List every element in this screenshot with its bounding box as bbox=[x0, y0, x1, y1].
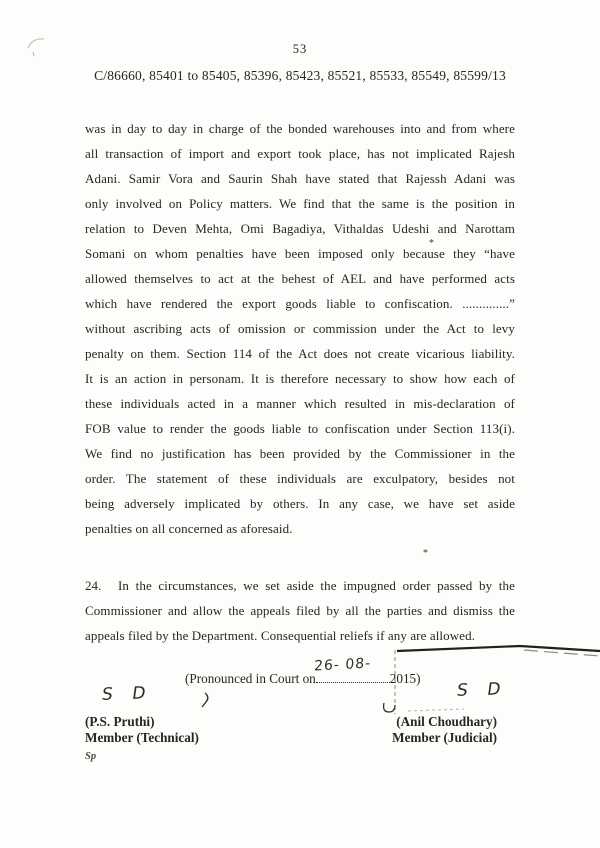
paragraph-line: allowed themselves to act at the behest of AEL and have performed acts bbox=[85, 271, 515, 286]
paragraph-line: We find no justification has been provided by the Commissioner in the bbox=[85, 446, 515, 461]
signatory-title: Member (Technical) bbox=[85, 729, 199, 745]
pronouncement-suffix: 2015) bbox=[389, 671, 421, 686]
paragraph-line: appeals filed by the Department. Consequential reliefs if any are allowed. bbox=[85, 628, 476, 643]
signatory-name: (Anil Choudhary) bbox=[396, 714, 497, 729]
paragraph-line: without ascribing acts of omission or commission under the Act to levy bbox=[85, 321, 515, 336]
faint-dotted-artifact bbox=[408, 709, 464, 711]
paragraph-line: Adani. Samir Vora and Saurin Shah have stated that Rajessh Adani was bbox=[85, 171, 515, 186]
typist-initials: Sp bbox=[85, 751, 97, 762]
paragraph-line: which have rendered the export goods liable to confiscation. ..............” bbox=[85, 296, 515, 311]
handwritten-initial-mark bbox=[384, 703, 395, 712]
body-text bbox=[85, 116, 515, 648]
handwritten-signature-right: S D bbox=[455, 679, 509, 701]
handwritten-comma-mark bbox=[202, 693, 208, 707]
paragraph-line: Somani on whom penalties have been imposed only because they “have bbox=[85, 246, 515, 261]
scan-edge-line-artifact bbox=[524, 650, 600, 656]
paragraph-number: 24. bbox=[85, 578, 102, 593]
signatory-right bbox=[392, 714, 497, 745]
dotted-date-line bbox=[313, 655, 390, 683]
page-number: 53 bbox=[292, 42, 308, 56]
pronouncement-line bbox=[185, 655, 421, 687]
signatory-name: (P.S. Pruthi) bbox=[85, 714, 155, 729]
paragraph-line: only involved on Policy matters. We find that the same is the position in bbox=[85, 196, 515, 211]
paragraph-line: It is an action in personam. It is therefore necessary to show how each of bbox=[85, 371, 515, 386]
paragraph-line: being adversely implicated by others. In any case, we have set aside bbox=[85, 496, 515, 511]
signatory-title: Member (Judicial) bbox=[392, 729, 497, 745]
paragraph-line: penalties on all concerned as aforesaid. bbox=[85, 521, 293, 536]
paragraph-line: Commissioner and allow the appeals filed by all the parties and dismiss the bbox=[85, 603, 515, 618]
case-number-line: C/86660, 85401 to 85405, 85396, 85423, 85521, 85533, 85549, 85599/13 bbox=[94, 68, 506, 83]
asterisk-mark: * bbox=[423, 548, 428, 559]
asterisk-mark: * bbox=[429, 238, 434, 249]
paragraph-line: penalty on them. Section 114 of the Act does not create vicarious liability. bbox=[85, 346, 515, 361]
paragraph-24-first-line bbox=[85, 573, 515, 598]
paragraph-line: these individuals acted in a manner which resulted in mis-declaration of bbox=[85, 396, 515, 411]
paragraph-line: relation to Deven Mehta, Omi Bagadiya, Vithaldas Udeshi and Narottam bbox=[85, 221, 515, 236]
paragraph-line: In the circumstances, we set aside the impugned order passed by the bbox=[118, 578, 515, 593]
paragraph-line: order. The statement of these individuals are exculpatory, besides not bbox=[85, 471, 515, 486]
paragraph-line: FOB value to render the goods liable to confiscation under Section 113(i). bbox=[85, 421, 515, 436]
pronouncement-prefix: (Pronounced in Court on bbox=[185, 671, 316, 686]
paragraph-line: all transaction of import and export took place, has not implicated Rajesh bbox=[85, 146, 515, 161]
signatory-left bbox=[85, 714, 199, 745]
handwritten-signature-left: S D bbox=[100, 683, 154, 705]
handwritten-date: 26- 08- bbox=[313, 655, 372, 675]
paragraph-gap bbox=[85, 541, 515, 573]
paragraph-line: was in day to day in charge of the bonded warehouses into and from where bbox=[85, 121, 515, 136]
